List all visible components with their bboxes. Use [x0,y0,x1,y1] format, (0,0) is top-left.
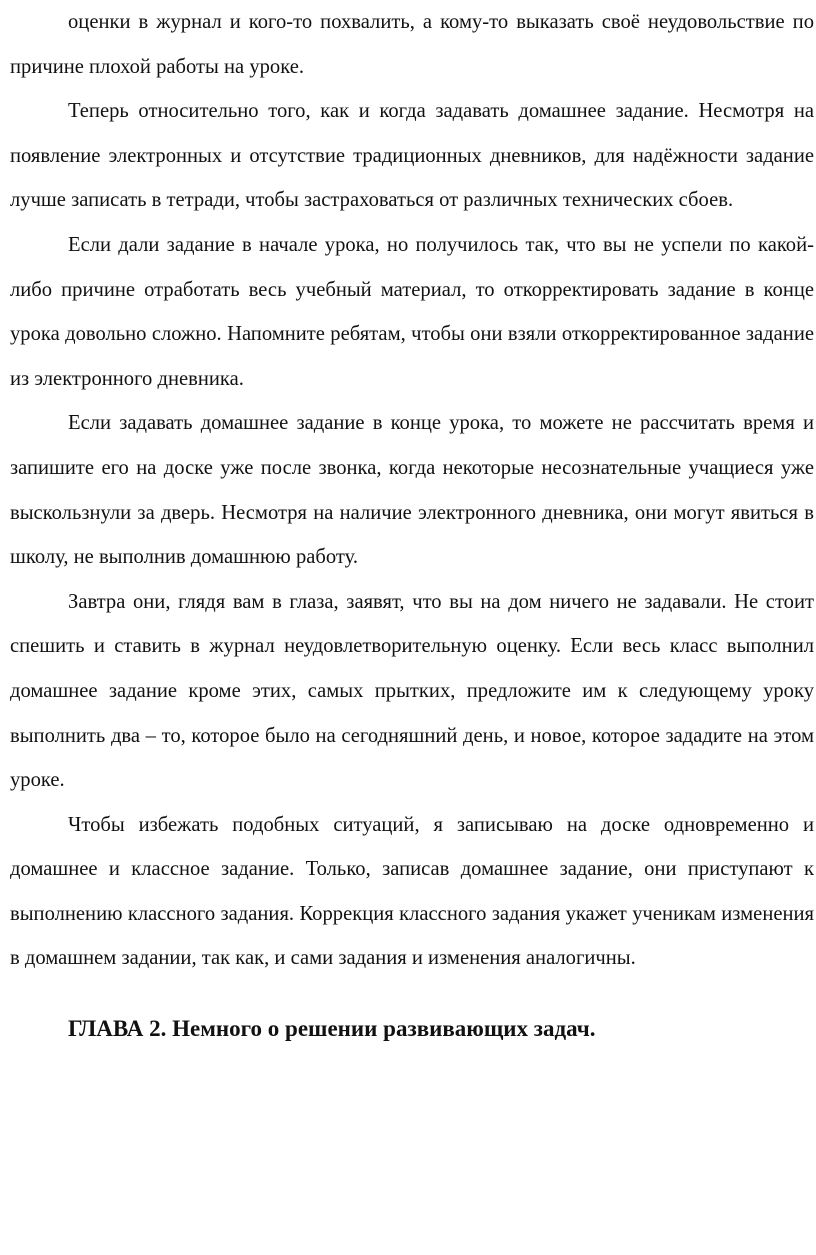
paragraph-continuation: оценки в журнал и кого-то похвалить, а кому-то выказать своё неудовольствие по причине плохой работы на уроке. [10,11,814,78]
paragraph-end-of-lesson: Если задавать домашнее задание в конце урока, то можете не рассчитать время и запишите его на доске уже после звонка, когда некоторые несознательные учащиеся уже выскользнули за дверь. Несмотря на наличие электронного дневника, они могут явиться в школу, не выполнив домашнюю работу. [10,412,814,569]
chapter-heading: ГЛАВА 2. Немного о решении развивающих задач. [68,1016,596,1042]
document-page [10,0,814,1049]
paragraph-avoid-situations: Чтобы избежать подобных ситуаций, я записываю на доске одновременно и домашнее и классное задание. Только, записав домашнее задание, они приступают к выполнению классного задания. Коррекция классного задания укажет ученикам изменения в домашнем задании, так как, и сами задания и изменения аналогичны. [10,813,814,970]
paragraph-start-of-lesson: Если дали задание в начале урока, но получилось так, что вы не успели по какой-либо причине отработать весь учебный материал, то откорректировать задание в конце урока довольно сложно. Напомните ребятам, чтобы они взяли откорректированное задание из электронного дневника. [10,233,814,390]
paragraph-tomorrow: Завтра они, глядя вам в глаза, заявят, что вы на дом ничего не задавали. Не стоит спешить и ставить в журнал неудовлетворительную оценку. Если весь класс выполнил домашнее задание кроме этих, самых прытких, предложите им к следующему уроку выполнить два – то, которое было на сегодняшний день, и новое, которое зададите на этом уроке. [10,590,814,792]
paragraph-homework-timing: Теперь относительно того, как и когда задавать домашнее задание. Несмотря на появление электронных и отсутствие традиционных дневников, для надёжности задание лучше записать в тетради, чтобы застраховаться от различных технических сбоев. [10,100,814,212]
